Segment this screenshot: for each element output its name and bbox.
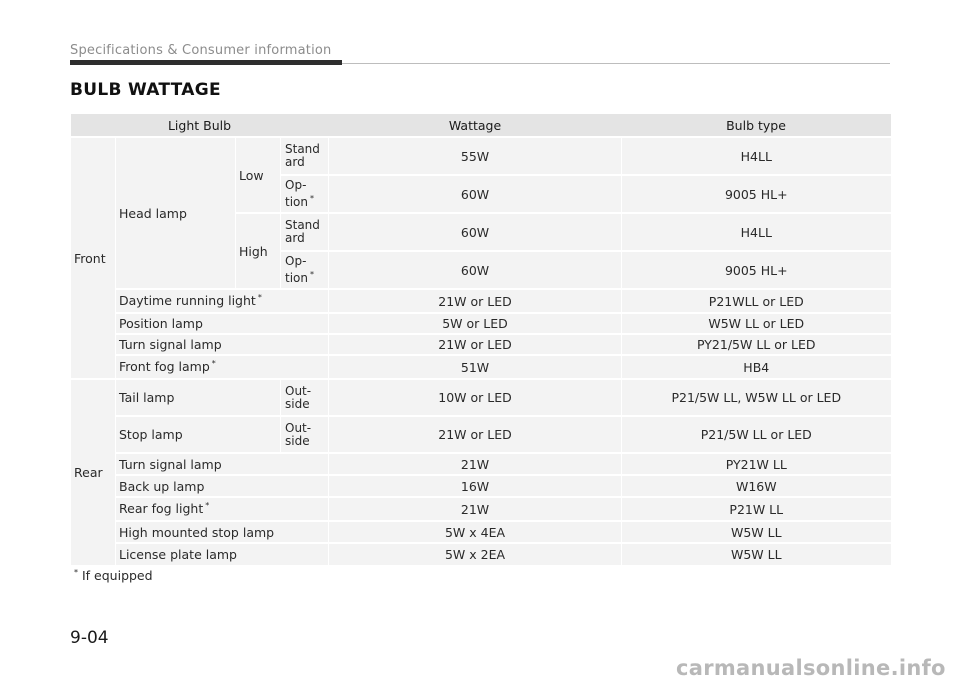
bulb-type-cell: P21W LL [622,497,891,521]
asterisk-marker: * [205,501,210,511]
group-label-front: Front [71,137,116,379]
wattage-cell: 51W [329,355,622,379]
bulb-label: Back up lamp [116,475,329,497]
stop-lamp-label: Stop lamp [116,416,281,453]
wattage-cell: 21W [329,497,622,521]
table-row [71,334,891,355]
bulb-label [116,355,329,379]
wattage-cell: 55W [329,137,622,175]
option-text: Op- tion [285,178,308,209]
table-row [71,313,891,334]
option-label [281,175,329,213]
bulb-label [116,289,329,313]
table-row [71,475,891,497]
asterisk-marker: * [211,359,216,369]
bulb-label: Position lamp [116,313,329,334]
bulb-type-cell: P21WLL or LED [622,289,891,313]
asterisk-marker: * [310,194,314,203]
table-row [71,497,891,521]
wattage-cell: 5W x 2EA [329,543,622,565]
table-row [71,137,891,175]
asterisk-marker: * [310,270,314,279]
low-beam-label: Low [236,137,281,213]
wattage-cell: 5W or LED [329,313,622,334]
tail-lamp-label: Tail lamp [116,379,281,416]
column-header-bulb-type: Bulb type [622,114,891,137]
watermark: carmanualsonline.info [676,656,946,680]
bulb-type-cell: W16W [622,475,891,497]
outside-text: Out- side [285,420,312,448]
footnote-text: If equipped [81,568,153,584]
wattage-cell: 21W [329,453,622,475]
outside-label [281,379,329,416]
standard-label [281,137,329,175]
bulb-label-text: Rear fog light [119,501,204,517]
group-label-rear: Rear [71,379,116,565]
bulb-type-cell: W5W LL or LED [622,313,891,334]
wattage-cell: 60W [329,251,622,289]
bulb-wattage-table [70,114,891,565]
table-row [71,379,891,416]
column-header-wattage: Wattage [329,114,622,137]
standard-label [281,213,329,251]
bulb-label-text: Daytime running light [119,293,256,309]
page-number: 9-04 [70,628,109,648]
bulb-type-cell: W5W LL [622,543,891,565]
standard-text: Stand ard [285,218,320,245]
table-row [71,355,891,379]
bulb-type-cell: PY21/5W LL or LED [622,334,891,355]
bulb-type-cell: 9005 HL+ [622,175,891,213]
bulb-type-cell: P21/5W LL, W5W LL or LED [622,379,891,416]
bulb-type-cell: 9005 HL+ [622,251,891,289]
page-title: BULB WATTAGE [70,80,221,100]
outside-label [281,416,329,453]
outside-text: Out- side [285,383,312,411]
footnote [72,568,153,583]
wattage-cell: 10W or LED [329,379,622,416]
wattage-cell: 60W [329,213,622,251]
bulb-type-cell: H4LL [622,213,891,251]
bulb-label: Turn signal lamp [116,334,329,355]
option-label [281,251,329,289]
header-accent-bar [70,60,342,65]
bulb-label: Turn signal lamp [116,453,329,475]
wattage-cell: 60W [329,175,622,213]
table-row [71,416,891,453]
table-header-row [71,114,891,137]
bulb-type-cell: P21/5W LL or LED [622,416,891,453]
head-lamp-label: Head lamp [116,137,236,289]
wattage-cell: 21W or LED [329,334,622,355]
bulb-type-cell: HB4 [622,355,891,379]
column-header-light-bulb: Light Bulb [71,114,329,137]
bulb-label-text: Front fog lamp [119,359,210,375]
bulb-type-cell: PY21W LL [622,453,891,475]
bulb-label: License plate lamp [116,543,329,565]
table-row [71,543,891,565]
table-row [71,521,891,543]
wattage-cell: 5W x 4EA [329,521,622,543]
header-divider [342,63,890,64]
high-beam-label: High [236,213,281,289]
section-header: Specifications & Consumer information [70,43,332,58]
table-row [71,289,891,313]
standard-text: Stand ard [285,142,320,169]
wattage-cell: 21W or LED [329,416,622,453]
bulb-type-cell: W5W LL [622,521,891,543]
wattage-cell: 21W or LED [329,289,622,313]
asterisk-marker: * [257,293,262,303]
footnote-marker: * [74,568,78,577]
option-text: Op- tion [285,254,308,285]
wattage-cell: 16W [329,475,622,497]
bulb-type-cell: H4LL [622,137,891,175]
bulb-label: High mounted stop lamp [116,521,329,543]
table-row [71,453,891,475]
bulb-label [116,497,329,521]
